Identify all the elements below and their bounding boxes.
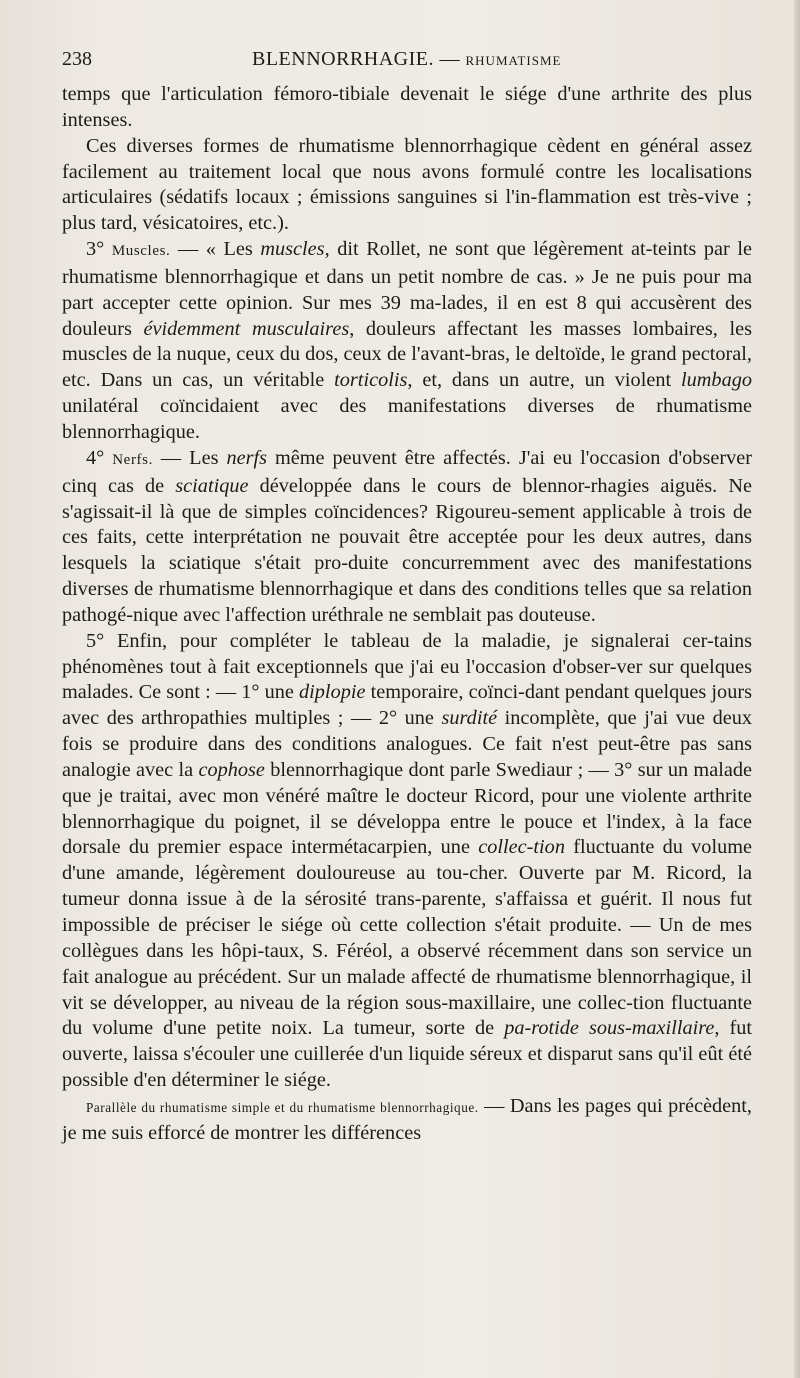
header-title-main: BLENNORRHAGIE. — (252, 48, 460, 70)
paragraph-parallel: Parallèle du rhumatisme simple et du rhumatisme blennorrhagique. — Dans les pages qui précèdent, je me suis efforcé de montrer les différences (62, 1094, 752, 1144)
paragraph-continuation: temps que l'articulation fémoro-tibiale devenait le siége d'une arthrite des plus intenses. (62, 83, 752, 131)
paragraph-treatment: Ces diverses formes de rhumatisme blennorrhagique cèdent en général assez facilement au traitement local que nous avons formulé contre les localisations articulaires (sédatifs locaux ; émissions sanguines si l'in-flammation est très-vive ; plus tard, vésicatoires, etc.). (62, 134, 752, 235)
header-title (252, 44, 561, 76)
page-edge-shadow (794, 0, 800, 1378)
running-head (62, 44, 752, 74)
page-number: 238 (62, 48, 92, 70)
section-label-muscles: Muscles. (111, 243, 171, 260)
paragraph-nerves: 4° Nerfs. — Les nerfs même peuvent être affectés. J'ai eu l'occasion d'observer cinq cas de sciatique développée dans le cours de blennor-rhagies aiguës. Ne s'agissait-il là que de simples coïncidences? Rigoureu-sement applicable à trois de ces faits, cette interprétation ne pouvait être acceptée pour les deux autres, dans lesquels la sciatique s'était pro-duite concurremment avec des manifestations diverses de rhumatisme blennorrhagique et dans des conditions telles que sa relation pathogé-nique avec l'affection uréthrale ne semblait pas douteuse. (62, 446, 752, 626)
header-title-sub: RHUMATISME (465, 53, 562, 68)
paragraph-exceptional-phenomena: 5° Enfin, pour compléter le tableau de la maladie, je signalerai cer-tains phénomènes tout à fait exceptionnels que j'ai eu l'occasion d'obser-ver sur quelques malades. Ce sont : — 1° une diplopie temporaire, coïnci-dant pendant quelques jours avec des arthropathies multiples ; — 2° une surdité incomplète, que j'ai vue deux fois se produire dans des conditions analogues. Ce fait n'est peut-être pas sans analogie avec la cophose blennorrhagique dont parle Swediaur ; — 3° sur un malade que je traitai, avec mon vénéré maître le docteur Ricord, pour une violente arthrite blennorrhagique du poignet, il se développa entre le pouce et l'index, à la face dorsale du premier espace intermétacarpien, une collec-tion fluctuante du volume d'une amande, légèrement douloureuse au tou-cher. Ouverte par M. Ricord, la tumeur donna issue à de la sérosité trans-parente, s'affaissa et guérit. Il nous fut impossible de préciser le siége où cette collection s'était produite. — Un de mes collègues dans les hôpi-taux, S. Féréol, a observé récemment dans son service un fait analogue au précédent. Sur un malade affecté de rhumatisme blennorrhagique, il vit se développer, au niveau de la région sous-maxillaire, une collec-tion fluctuante du volume d'une petite noix. La tumeur, sorte de pa-rotide sous-maxillaire, fut ouverte, laissa s'écouler une cuillerée d'un liquide séreux et disparut sans qu'il eût été possible d'en déterminer le siége. (62, 629, 753, 1092)
section-label-nerves: Nerfs. (112, 451, 153, 468)
paragraph-muscles: 3° Muscles. — « Les muscles, dit Rollet, ne sont que légèrement at-teints par le rhumatisme blennorrhagique et dans un petit nombre de cas. » Je ne puis pour ma part accepter cette opinion. Sur mes 39 ma-lades, il en est 8 qui accusèrent des douleurs évidemment musculaires, douleurs affectant les masses lombaires, les muscles de la nuque, ceux du dos, ceux de l'avant-bras, le deltoïde, le grand pectoral, etc. Dans un cas, un véritable torticolis, et, dans un autre, un violent lumbago unilatéral coïncidaient avec des manifestations diverses de rhumatisme blennorrhagique. (62, 238, 752, 443)
body-text (62, 82, 752, 1147)
section-heading-parallel: Parallèle du rhumatisme simple et du rhumatisme blennorrhagique. (86, 1099, 479, 1115)
